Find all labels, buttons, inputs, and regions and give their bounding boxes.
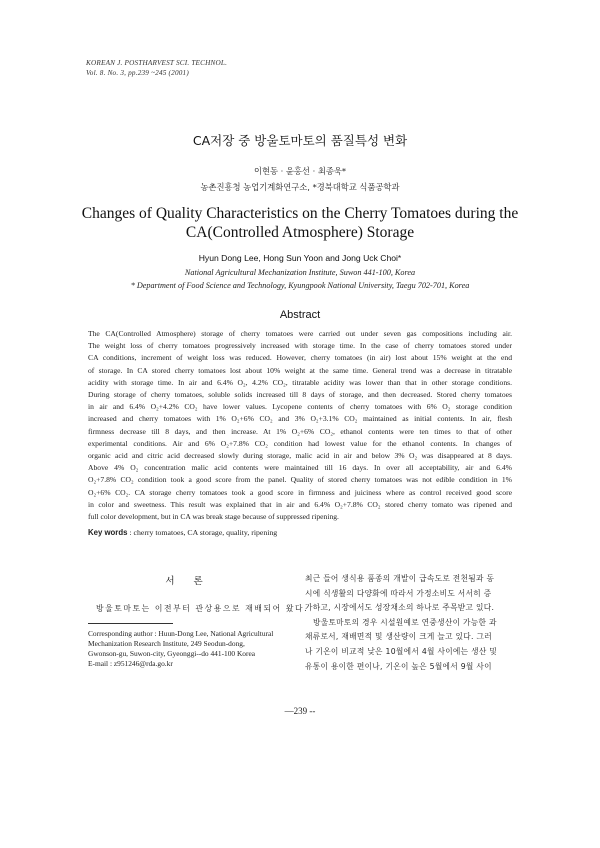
- corresponding-author-footnote: [88, 629, 298, 669]
- abstract-line: O₂+6% CO₂. CA storage cherry tomatoes took a good score in firmness and juiciness where as control received good score: [88, 487, 512, 497]
- korean-authors: 이현동 · 윤홍선 · 최종욱*: [253, 166, 347, 176]
- english-affiliation-1: National Agricultural Mechanization Institute, Suwon 441-100, Korea: [184, 268, 416, 277]
- abstract-body: [88, 328, 512, 523]
- intro-right-line: 나 기온이 비교적 낮은 10월에서 4월 사이에는 생산 및: [305, 646, 498, 656]
- intro-right-column: [305, 572, 517, 674]
- abstract-line: O₂+7.8% CO₂ condition took a good score from the panel. Quality of stored cherry tomatoes was not edible condition in 1%: [88, 475, 512, 485]
- english-title-line-1: Changes of Quality Characteristics on the Cherry Tomatoes during the: [81, 205, 519, 222]
- english-title-line-2: CA(Controlled Atmosphere) Storage: [185, 224, 415, 241]
- footnote-line: E-mail : z951246@rda.go.kr: [88, 659, 173, 668]
- page-number: —239 --: [284, 706, 316, 716]
- keywords: [88, 528, 277, 537]
- abstract-line: of storage. In CA stored cherry tomatoes lost about 10% weight at the same time. General trend was a decrease in titratable: [88, 365, 512, 375]
- abstract-line: firmness decrease till 8 days, and then increase. At 1% O₂+6% CO₂, ethanol contents were ten times to that of other: [88, 426, 512, 436]
- abstract-line: experimental conditions. Air and 6% O₂+7.8% CO₂ condition had lowest value for the ethanol contents. In changes of: [88, 438, 512, 448]
- intro-right-line: 시에 식생활의 다양화에 따라서 가정소비도 서서히 증: [305, 588, 492, 598]
- intro-right-line: 가하고, 시장에서도 성장채소의 하나로 주목받고 있다.: [305, 603, 495, 613]
- english-authors: Hyun Dong Lee, Hong Sun Yoon and Jong Uck Choi*: [198, 253, 402, 263]
- abstract-heading: Abstract: [279, 309, 321, 321]
- abstract-line: organic acid and citric acid decreased slowly during storage, malic acid in air and below 3% O₂ was disappeared at 8 days.: [88, 451, 512, 461]
- intro-right-line: 최근 들어 생식용 품종의 개발이 급속도로 전천됨과 동: [305, 574, 495, 583]
- section-heading-introduction: 서 론: [165, 576, 211, 587]
- footnote-divider: [88, 623, 173, 624]
- journal-volume: Vol. 8. No. 3, pp.239 ~245 (2001): [86, 69, 189, 77]
- intro-left-line: 방울토마토는 이전부터 관상용으로 재배되어 왔다.: [96, 604, 309, 613]
- abstract-line: full color development, but in CA was break stage because of suppressed ripening.: [88, 512, 339, 522]
- abstract-line: During storage of cherry tomatoes, soluble solids increased till 8 days of storage, and then decreased. Stored cherry tomatoes: [88, 390, 512, 400]
- intro-right-line: 유통이 용이한 편이나, 기온이 높은 5월에서 9월 사이: [305, 661, 492, 671]
- abstract-line: in air and 6.4% O₂+4.2% CO₂ have lower values. Lycopene contents of cherry tomatoes with 6% O₂ storage condition: [88, 402, 512, 412]
- abstract-line: CA conditions, increment of weight loss was reduced. However, cherry tomatoes (in air) lost about 15% weight at the end: [88, 353, 512, 363]
- footnote-line: Mechanization Research Institute, 249 Seodun-dong,: [88, 639, 245, 648]
- korean-title: CA저장 중 방울토마토의 품질특성 변화: [192, 133, 408, 148]
- abstract-line: increased and cherry tomatoes with 1% O₂+6% CO₂ and 3% O₂+3.1% CO₂ maintained as initial contents. In air, flesh: [88, 414, 512, 424]
- keywords-text: : cherry tomatoes, CA storage, quality, ripening: [129, 528, 278, 537]
- footnote-line: Gwonson-gu, Suwon-city, Gyeonggi--do 441-100 Korea: [88, 649, 256, 658]
- english-affiliation-2: * Department of Food Science and Technology, Kyungpook National University, Taegu 702-701, Korea: [130, 281, 470, 290]
- abstract-line: in color and sweetness. This result was explained that in air and 6.4% O₂+7.8% CO₂ stored cherry tomato was ripened and: [88, 499, 512, 509]
- abstract-line: The weight loss of cherry tomatoes progressively increased with storage time. In the case of cherry tomatoes stored under: [88, 341, 512, 351]
- intro-right-line: 채류로서, 재배면적 및 생산량이 크게 늘고 있다. 그러: [305, 632, 492, 642]
- journal-header: [86, 58, 227, 78]
- intro-right-line: 방울토마토의 경우 시설원예로 연중생산이 가능한 과: [313, 617, 497, 627]
- abstract-line: acidity with storage time. In air and 6.4% O₂, 4.2% CO₂, titratable acidity was lower than that in other storage conditions.: [88, 377, 512, 387]
- footnote-line: Corresponding author : Huun-Dong Lee, National Agricultural: [88, 629, 274, 638]
- english-title: [60, 204, 540, 242]
- abstract-line: Above 4% O₂ concentration malic acid contents were maintained till 16 days. In over all acceptability, air and 6.4%: [88, 463, 512, 473]
- korean-affiliation: 농촌진흥청 농업기계화연구소, *경북대학교 식품공학과: [200, 182, 400, 192]
- abstract-line: The CA(Controlled Atmosphere) storage of cherry tomatoes were carried out under seven gas compositions including air.: [88, 329, 512, 338]
- keywords-label: Key words: [88, 528, 128, 537]
- journal-name: KOREAN J. POSTHARVEST SCI. TECHNOL.: [86, 59, 228, 67]
